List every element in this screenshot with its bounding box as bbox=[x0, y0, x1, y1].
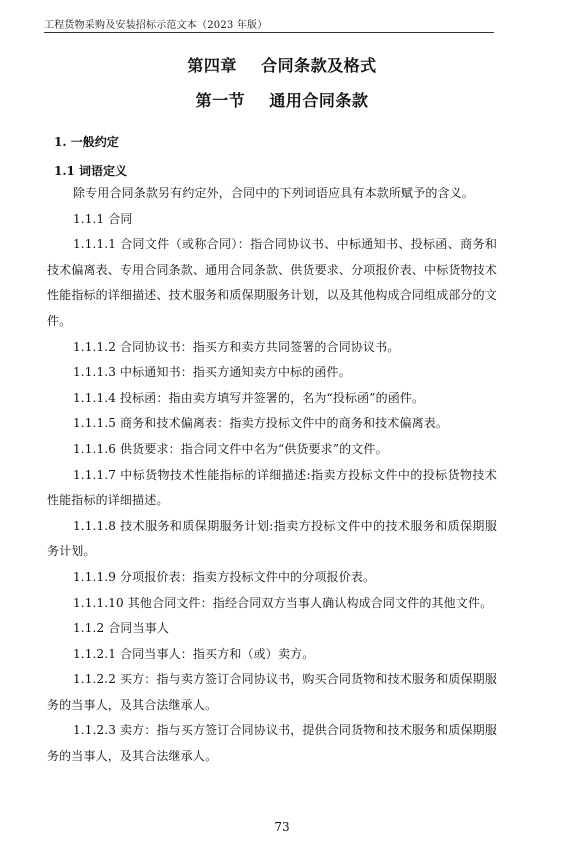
paragraph-1-1-1-7: 1.1.1.7 中标货物技术性能指标的详细描述:指卖方投标文件中的投标货物技术性能指标的详细描述。 bbox=[47, 467, 497, 508]
paragraph-1-1-1-4: 1.1.1.4 投标函：指由卖方填写并签署的，名为“投标函”的函件。 bbox=[73, 390, 425, 405]
chapter-title: 第四章 合同条款及格式 bbox=[187, 56, 377, 75]
paragraph-1-1-2-1: 1.1.2.1 合同当事人：指买方和（或）卖方。 bbox=[73, 646, 315, 661]
body-text bbox=[47, 181, 497, 770]
paragraph-1-1-1-6: 1.1.1.6 供货要求：指合同文件中名为“供货要求”的文件。 bbox=[73, 441, 388, 456]
paragraph-1-1-2: 1.1.2 合同当事人 bbox=[73, 621, 169, 636]
paragraph-1-1-1-2: 1.1.1.2 合同协议书：指买方和卖方共同签署的合同协议书。 bbox=[73, 339, 400, 354]
paragraph-1-1-1-1: 1.1.1.1 合同文件（或称合同）：指合同协议书、中标通知书、投标函、商务和技术偏离表、专用合同条款、通用合同条款、供货要求、分项报价表、中标货物技术性能指标的详细描述、技术服务和质保期服务计划，以及其他构成合同组成部分的文件。 bbox=[47, 237, 497, 328]
running-header: 工程货物采购及安装招标示范文本（2023 年版） bbox=[44, 20, 268, 31]
section-title: 第一节 通用合同条款 bbox=[195, 91, 369, 110]
paragraph-1-1-2-3: 1.1.2.3 卖方：指与买方签订合同协议书，提供合同货物和技术服务和质保期服务的当事人，及其合法继承人。 bbox=[47, 723, 497, 764]
heading-general-provisions: 1. 一般约定 bbox=[54, 135, 119, 149]
heading-definitions: 1.1 词语定义 bbox=[54, 164, 128, 178]
header-rule bbox=[44, 32, 494, 33]
paragraph-1-1-1-3: 1.1.1.3 中标通知书：指买方通知卖方中标的函件。 bbox=[73, 365, 351, 380]
paragraph-1-1-1-8: 1.1.1.8 技术服务和质保期服务计划:指卖方投标文件中的技术服务和质保期服务计划。 bbox=[47, 518, 497, 559]
paragraph-intro: 除专用合同条款另有约定外，合同中的下列词语应具有本款所赋予的含义。 bbox=[73, 186, 474, 200]
paragraph-1-1-1-5: 1.1.1.5 商务和技术偏离表：指卖方投标文件中的商务和技术偏离表。 bbox=[73, 416, 449, 431]
paragraph-1-1-1-9: 1.1.1.9 分项报价表：指卖方投标文件中的分项报价表。 bbox=[73, 569, 376, 584]
page-number: 73 bbox=[274, 820, 290, 834]
paragraph-1-1-1-10: 1.1.1.10 其他合同文件：指经合同双方当事人确认构成合同文件的其他文件。 bbox=[73, 595, 493, 610]
paragraph-1-1-1: 1.1.1 合同 bbox=[73, 211, 133, 226]
paragraph-1-1-2-2: 1.1.2.2 买方：指与卖方签订合同协议书，购买合同货物和技术服务和质保期服务的当事人，及其合法继承人。 bbox=[47, 672, 497, 712]
